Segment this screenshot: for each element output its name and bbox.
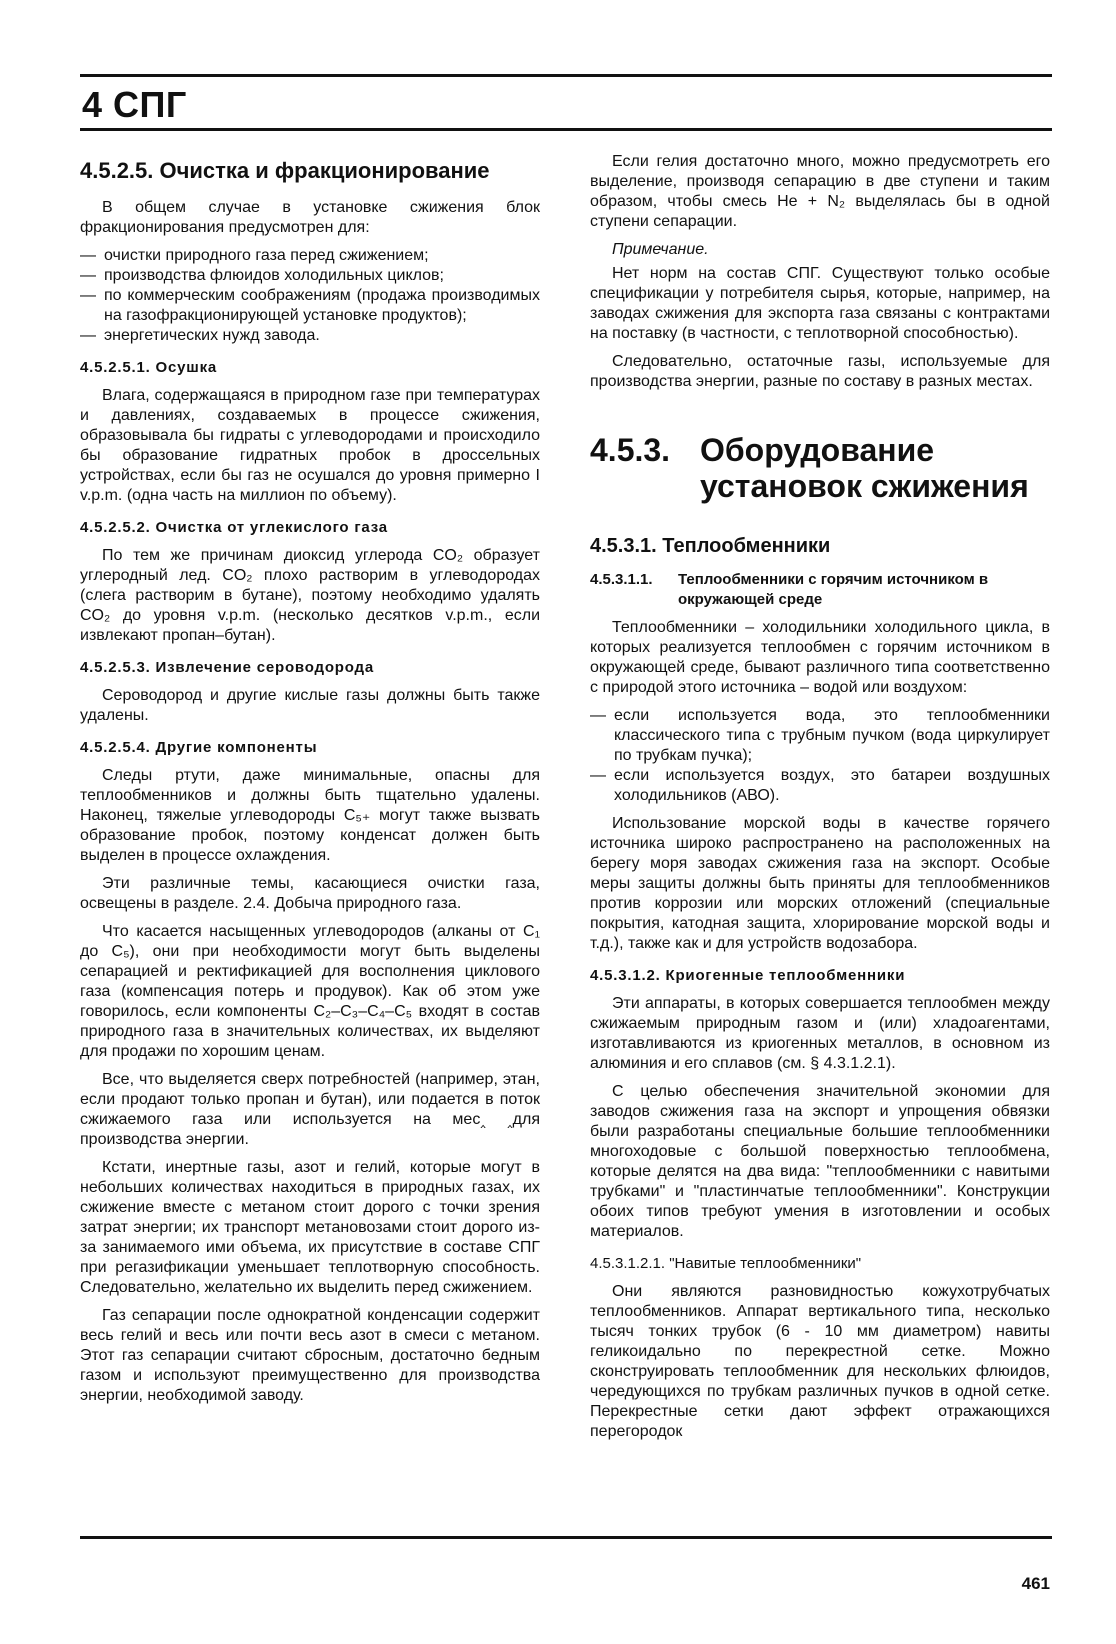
paragraph: По тем же причинам диоксид углерода CO₂ образует углеродный лед. CO₂ плохо растворим в углеводородах (слега растворим в бутане), поэтому необходимо удалять CO₂ до уровня v.p.m. (несколько десятков v.p.m., если извлекают пропан–бутан). [80, 547, 540, 644]
paragraph: Нет норм на состав СПГ. Существуют только особые спецификации у потребителя сырья, которые, например, на заводах сжижения для экспорта газа связаны с контрактами на поставку (в частности, с теплотворной способностью). [590, 265, 1050, 342]
paragraph: Сероводород и другие кислые газы должны быть также удалены. [80, 687, 540, 724]
paragraph: Эти аппараты, в которых совершается теплообмен между сжижаемым природным газом и (или) хладоагентами, изготавливаются из криогенных металлов, в основном из алюминия и его сплавов (см. § 4.3.1.2.1). [590, 995, 1050, 1072]
bullet-list [590, 706, 1050, 806]
right-column [590, 152, 1050, 1450]
list-item: — производства флюидов холодильных циклов; [80, 266, 540, 286]
subsection-title: 4.5.2.5.3. Извлечение сероводорода [80, 659, 374, 676]
subsection-title: 4.5.2.5.4. Другие компоненты [80, 739, 318, 756]
subsubsection-title: 4.5.3.1.2. Криогенные теплообменники [590, 967, 906, 984]
subsubsection-number: 4.5.3.1.1. [590, 571, 653, 588]
paragraph: Все, что выделяется сверх потребностей (например, этан, если продают только пропан и бутан), или подается в поток сжижаемого газа или используется на мес‸ ‸для производства энергии. [80, 1071, 540, 1148]
header-rule [80, 128, 1052, 131]
subsubsubsection-title: 4.5.3.1.2.1. "Навитые теплообменники" [590, 1255, 862, 1272]
paragraph: Использование морской воды в качестве горячего источника широко распространено на расположенных на берегу моря заводах сжижения газа на экспорт. Особые меры защиты должны быть приняты для теплообменников против коррозии или морских отложений (специальные покрытия, катодная защита, хлорирование морской воды и т.д.), также как и для устройств водозабора. [590, 815, 1050, 952]
major-section-title: Оборудование установок сжижения [700, 432, 1029, 504]
paragraph: Следовательно, остаточные газы, используемые для производства энергии, разные по составу в разных местах. [590, 353, 1050, 390]
paragraph: Газ сепарации после однократной конденсации содержит весь гелий и весь или почти весь азот в смеси с метаном. Этот газ сепарации считают сбросным, достаточно бедным газом и используют преимущественно для производства энергии, необходимой заводу. [80, 1307, 540, 1404]
page-number: 461 [1021, 1574, 1050, 1593]
paragraph: Если гелия достаточно много, можно предусмотреть его выделение, производя сепарацию в две ступени и таким образом, чтобы смесь He + N₂ выделялась бы в одной ступени сепарации. [590, 153, 1050, 230]
paragraph: Кстати, инертные газы, азот и гелий, которые могут в небольших количествах находиться в природных газах, их сжижение вместе с метаном стоит дорого с точки зрения затрат энергии; их транспорт метановозами стоит дорого из-за занимаемого ими объема, их присутствие в составе СПГ при регазификации уменьшает теплотворную способность. Следовательно, желательно их выделить перед сжижением. [80, 1159, 540, 1296]
subsubsection-heading [590, 570, 1050, 610]
left-column [80, 152, 540, 1414]
list-item: — очистки природного газа перед сжижением; [80, 246, 540, 266]
top-rule [80, 74, 1052, 77]
paragraph: Теплообменники – холодильники холодильного цикла, в которых реализуется теплообмен с горячим источником в окружающей среде, бывают различного типа соответственно с природой этого источника – водой или воздухом: [590, 619, 1050, 696]
paragraph: Что касается насыщенных углеводородов (алканы от C₁ до C₅), они при необходимости могут быть выделены сепарацией и ректификацией для восполнения циклового газа (компенсация потерь и продувок). Как об этом уже говорилось, если компоненты C₂–C₃–C₄–C₅ входят в состав природного газа в значительных количествах, их выделяют для продажи по хорошим ценам. [80, 923, 540, 1060]
paragraph: Эти различные темы, касающиеся очистки газа, освещены в разделе. 2.4. Добыча природного газа. [80, 875, 540, 912]
subsection-title: 4.5.3.1. Теплообменники [590, 535, 831, 557]
major-section-heading [590, 432, 1050, 504]
list-item: — если используется вода, это теплообменники классического типа с трубным пучком (вода циркулирует по трубкам пучка); [590, 706, 1050, 766]
note-label: Примечание. [612, 241, 709, 258]
section-title: 4.5.2.5. Очистка и фракционирование [80, 158, 490, 183]
bullet-list [80, 246, 540, 346]
paragraph: Следы ртути, даже минимальные, опасны для теплообменников и должны быть тщательно удалены. Наконец, тяжелые углеводороды C₅₊ могут также вызвать образование пробок, поэтому конденсат должен быть выделен в процессе охлаждения. [80, 767, 540, 864]
paragraph: В общем случае в установке сжижения блок фракционирования предусмотрен для: [80, 199, 540, 236]
paragraph: Влага, содержащаяся в природном газе при температурах и давлениях, создаваемых в процессе сжижения, образовывала бы гидраты с углеводородами и происходило бы образование гидратных пробок в дроссельных устройствах, если бы газ не осушался до уровня примерно I v.p.m. (одна часть на миллион по объему). [80, 387, 540, 504]
paragraph: С целью обеспечения значительной экономии для заводов сжижения газа на экспорт и упрощения обвязки были разработаны специальные большие теплообменники многоходовые с большой поверхностью теплообмена, которые делятся на два вида: "теплообменники с навитыми трубками" и "пластинчатые теплообменники". Конструкции обоих типов требуют умения в изготовлении и особых материалов. [590, 1083, 1050, 1240]
subsubsection-title: Теплообменники с горячим источником в окружающей среде [678, 571, 989, 608]
footer-rule [80, 1536, 1052, 1539]
paragraph: Они являются разновидностью кожухотрубчатых теплообменников. Аппарат вертикального типа, несколько тысяч тонких трубок (6 - 10 мм диаметром) навиты геликоидально по перекрестной сетке. Можно сконструировать теплообменник для нескольких флюидов, чередующихся по трубкам различных пучков в одной сетке. Перекрестные сетки дают эффект отражающихся перегородок [590, 1283, 1050, 1440]
list-item: — по коммерческим соображениям (продажа производимых на газофракционирующей установке продуктов); [80, 286, 540, 326]
subsection-title: 4.5.2.5.2. Очистка от углекислого газа [80, 519, 388, 536]
list-item: — энергетических нужд завода. [80, 326, 540, 346]
list-item: — если используется воздух, это батареи воздушных холодильников (АВО). [590, 766, 1050, 806]
subsection-title: 4.5.2.5.1. Осушка [80, 359, 218, 376]
major-section-number: 4.5.3. [590, 432, 671, 468]
chapter-heading: 4 СПГ [82, 84, 187, 125]
